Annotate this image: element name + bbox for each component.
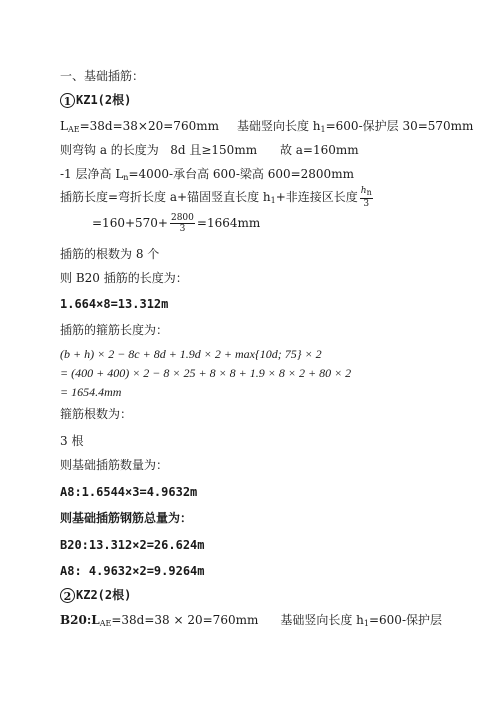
kz2-lae-line: $B20:L_{AE}=38d=38 \times 20=760mm$ 基础竖向长度 $h_1=600-$保护层 xyxy=(60,613,442,628)
kz1-title: KZ1(2根) xyxy=(76,93,132,107)
kz1-lae-line: $L_{AE}=38d=38\times 20=760mm$ 基础竖向长度 $h_1=600-$保护层 30=570mm xyxy=(60,119,474,134)
kz2-heading xyxy=(60,587,131,603)
b20-sum: B20:13.312×2=26.624m xyxy=(60,538,205,552)
kz1-bend-line: 则弯钩 a 的长度为 8d 且≥150mm 故 a=160mm xyxy=(60,143,359,157)
total-label: 则基础插筋钢筋总量为： xyxy=(60,511,193,525)
stirrup-count-label: 箍筋根数为： xyxy=(60,407,133,421)
a8-line: A8:1.6544×3=4.9632m xyxy=(60,485,198,499)
kz1-b20-length-label: 则 B20 插筋的长度为： xyxy=(60,271,188,285)
kz1-calc-line: =160+570+ $\frac{2800}{3}$ =1664mm xyxy=(92,213,261,234)
kz1-count-line: 插筋的根数为 8 个 xyxy=(60,247,160,261)
kz1-heading xyxy=(60,92,131,108)
kz1-insert-length: 插筋长度=弯折长度 a+锚固竖直长度 $h_1+$非连接区长度 $\frac{hn}{3}$ xyxy=(60,186,372,209)
a8-sum: A8: 4.9632×2=9.9264m xyxy=(60,564,205,578)
fraction-hn-3: $\frac{hn}{3}$ xyxy=(360,186,372,209)
circled-number-2: 2 xyxy=(60,588,75,603)
fraction-2800-3: $\frac{2800}{3}$ xyxy=(170,213,194,234)
section-title: 一、基础插筋： xyxy=(60,69,145,83)
stirrup-count: 3 根 xyxy=(60,434,84,448)
formula-line-2: = (400 + 400) × 2 − 8 × 25 + 8 × 8 + 1.9 × 8 × 2 + 80 × 2 xyxy=(60,366,352,380)
kz1-stirrup-length-label: 插筋的箍筋长度为： xyxy=(60,323,169,337)
kz2-title: KZ2(2根) xyxy=(76,588,132,602)
kz1-clear-height: -1 层净高 $L_n=4000-$承台高 600-梁高 600=2800mm xyxy=(60,167,354,182)
circled-number-1: 1 xyxy=(60,93,75,108)
kz1-b20-total: 1.664×8=13.312m xyxy=(60,297,169,311)
formula-line-1: (b + h) × 2 − 8c + 8d + 1.9d × 2 + max{10d; 75} × 2 xyxy=(60,347,322,361)
anchor-count-label: 则基础插筋数量为： xyxy=(60,458,169,472)
formula-line-3: = 1654.4mm xyxy=(60,385,122,399)
